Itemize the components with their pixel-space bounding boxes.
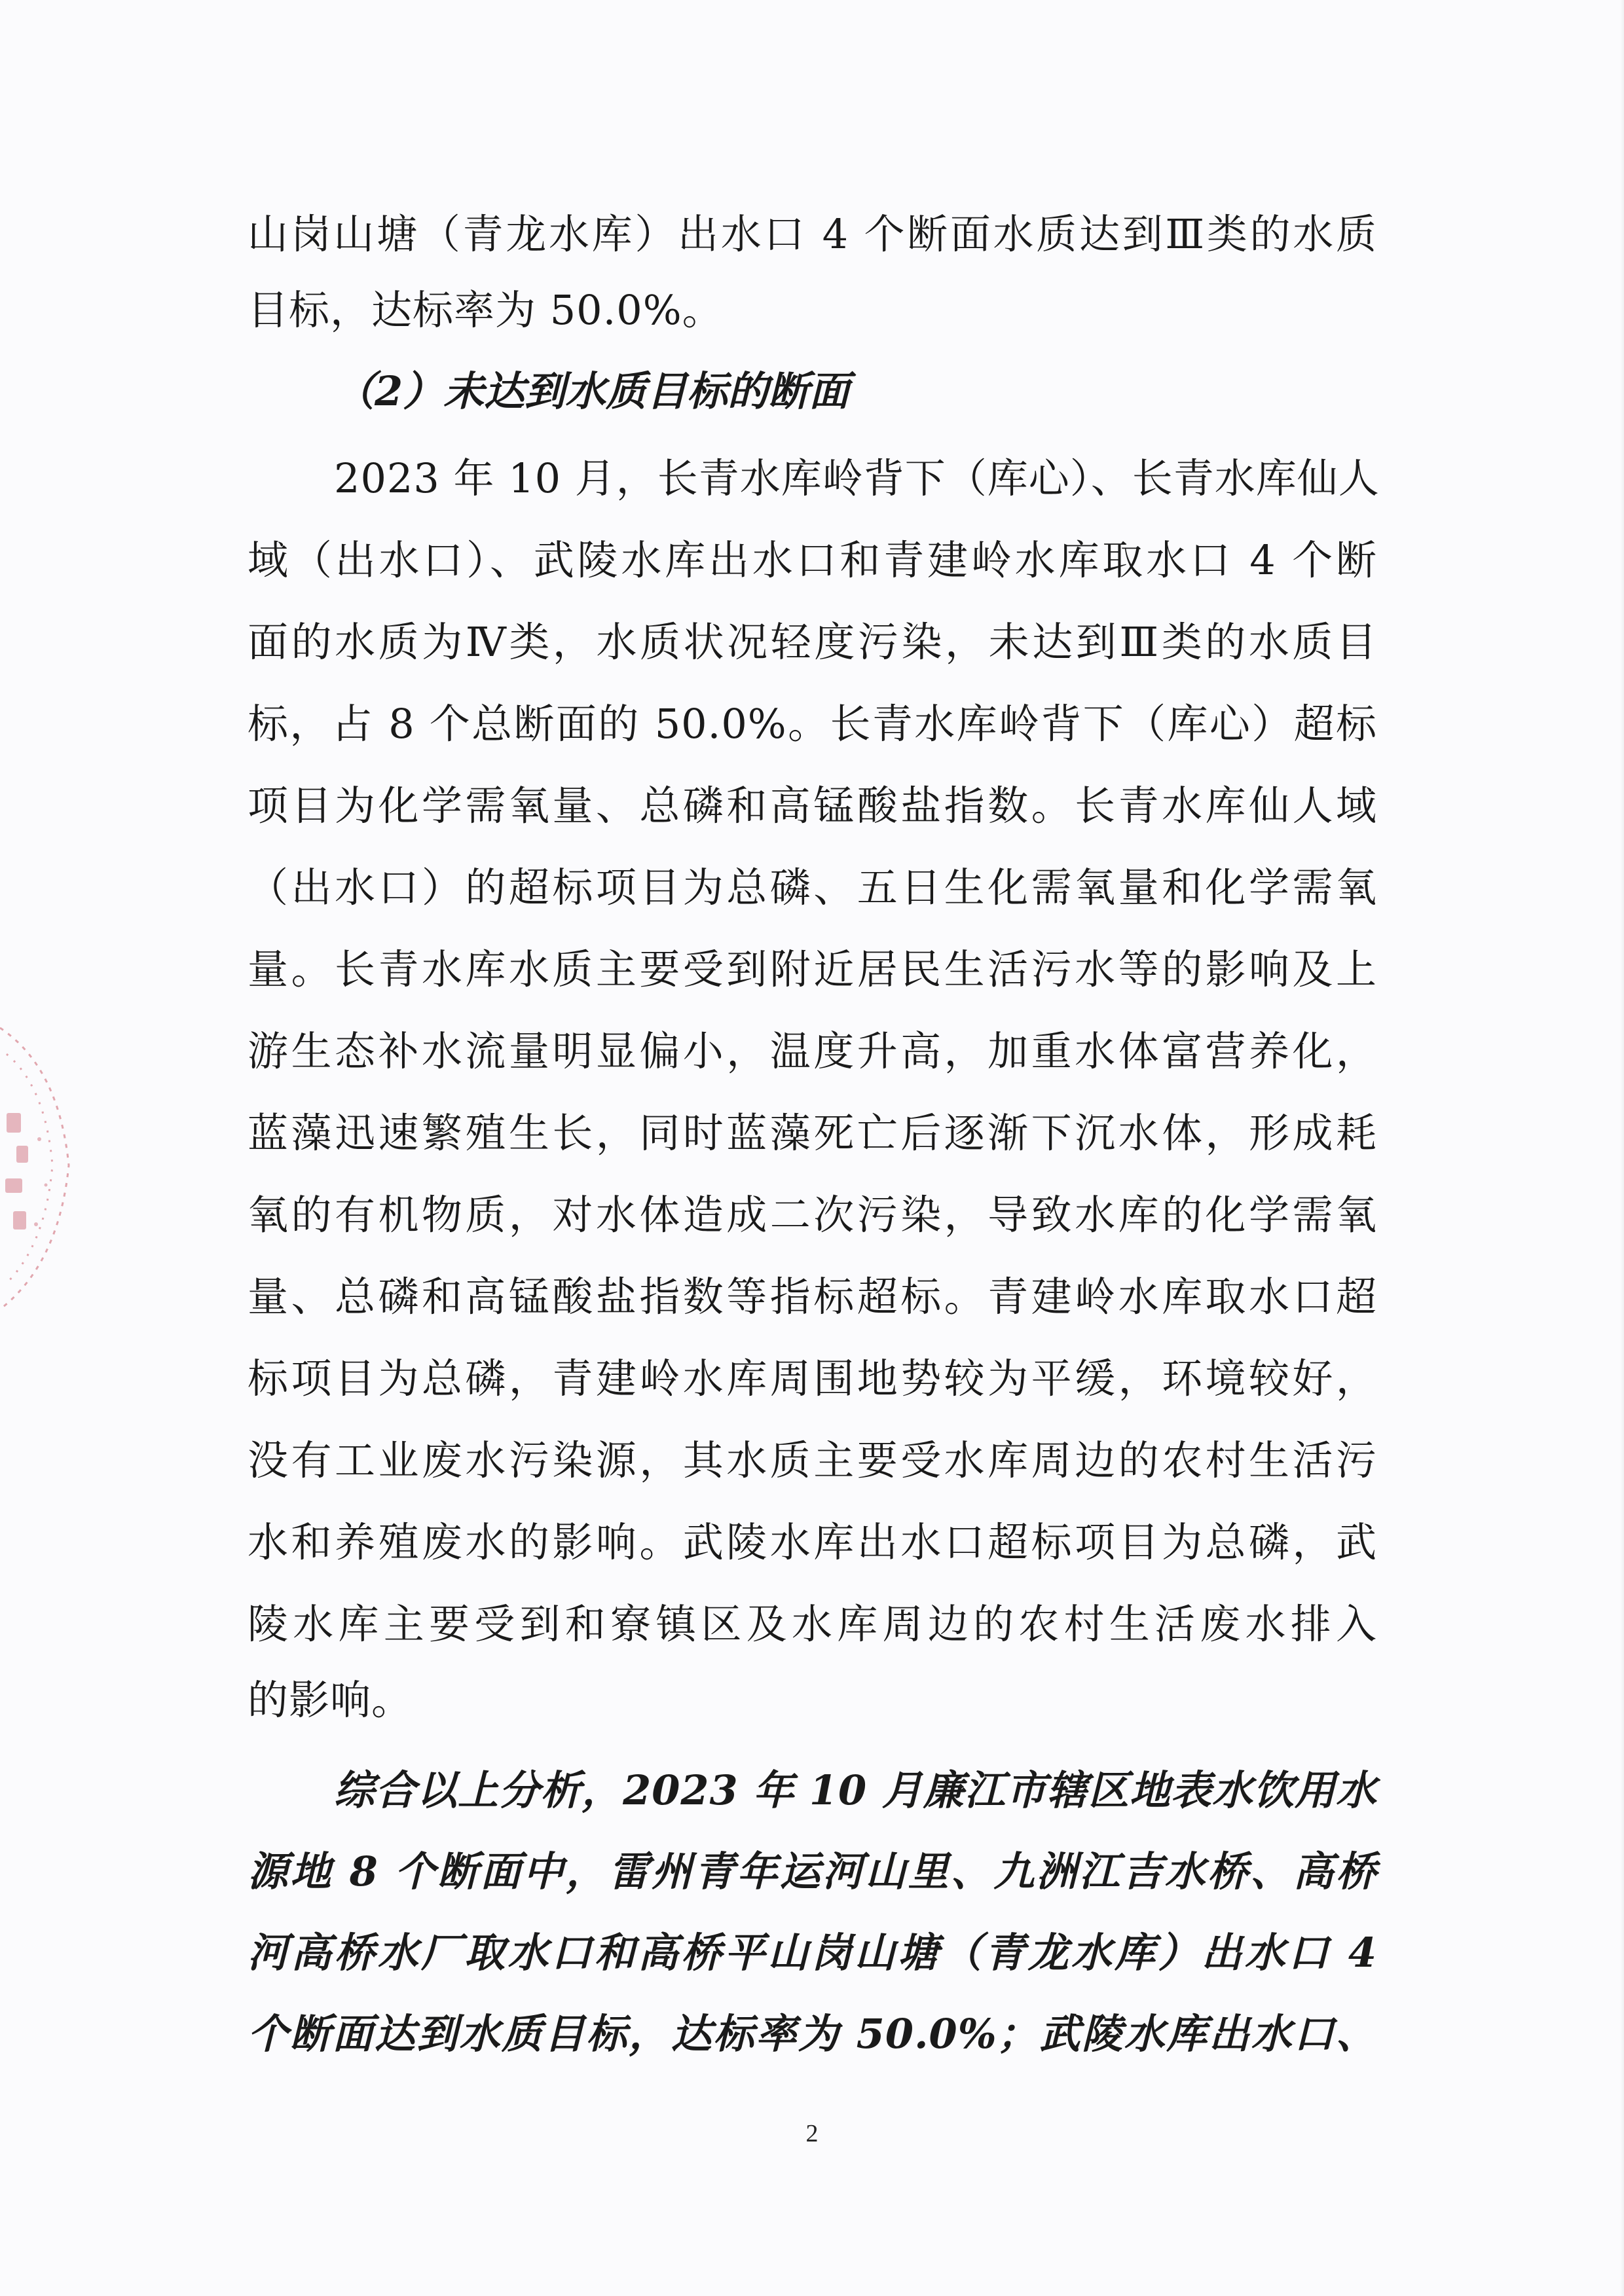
paragraph-2-line: 量。长青水库水质主要受到附近居民生活污水等的影响及上 [248, 945, 1377, 993]
paragraph-2-line: 标项目为总磷，青建岭水库周围地势较为平缓，环境较好， [248, 1355, 1377, 1402]
summary-line: 个断面达到水质目标，达标率为 50.0%；武陵水库出水口、 [248, 2010, 1377, 2058]
paragraph-1-line-1: 山岗山塘（青龙水库）出水口 4 个断面水质达到Ⅲ类的水质 [248, 210, 1377, 258]
paragraph-1-line-2: 目标，达标率为 50.0%。 [248, 286, 724, 334]
paragraph-2-line: 项目为化学需氧量、总磷和高锰酸盐指数。长青水库仙人域 [248, 782, 1377, 829]
paragraph-2-line: 的影响。 [248, 1676, 413, 1724]
summary-line: 源地 8 个断面中，雷州青年运河山里、九洲江吉水桥、高桥 [248, 1848, 1377, 1895]
paragraph-2-line: 面的水质为Ⅳ类，水质状况轻度污染，未达到Ⅲ类的水质目 [248, 618, 1377, 666]
official-seal-mark [0, 1015, 105, 1322]
summary-line: 河高桥水厂取水口和高桥平山岗山塘（青龙水库）出水口 4 [248, 1929, 1377, 1977]
paragraph-2-line: 域（出水口）、武陵水库出水口和青建岭水库取水口 4 个断 [248, 536, 1377, 584]
page-number: 2 [805, 2120, 819, 2147]
paragraph-2-line: 游生态补水流量明显偏小，温度升高，加重水体富营养化， [248, 1027, 1377, 1075]
scan-edge-shadow [1620, 0, 1624, 2296]
paragraph-2-line: （出水口）的超标项目为总磷、五日生化需氧量和化学需氧 [248, 864, 1377, 911]
paragraph-2-line: 氧的有机物质，对水体造成二次污染，导致水库的化学需氧 [248, 1191, 1377, 1239]
paragraph-2-line: 2023 年 10 月，长青水库岭背下（库心）、长青水库仙人 [334, 454, 1380, 502]
summary-line: 综合以上分析，2023 年 10 月廉江市辖区地表水饮用水 [334, 1766, 1377, 1814]
paragraph-2-line: 陵水库主要受到和寮镇区及水库周边的农村生活废水排入 [248, 1600, 1377, 1648]
paragraph-2-line: 量、总磷和高锰酸盐指数等指标超标。青建岭水库取水口超 [248, 1273, 1377, 1321]
paragraph-2-line: 标，占 8 个总断面的 50.0%。长青水库岭背下（库心）超标 [248, 700, 1377, 748]
paragraph-2-line: 没有工业废水污染源，其水质主要受水库周边的农村生活污 [248, 1436, 1377, 1484]
paragraph-2-line: 蓝藻迅速繁殖生长，同时蓝藻死亡后逐渐下沉水体，形成耗 [248, 1109, 1377, 1157]
section-heading: （2）未达到水质目标的断面 [334, 367, 850, 415]
paragraph-2-line: 水和养殖废水的影响。武陵水库出水口超标项目为总磷，武 [248, 1518, 1377, 1566]
